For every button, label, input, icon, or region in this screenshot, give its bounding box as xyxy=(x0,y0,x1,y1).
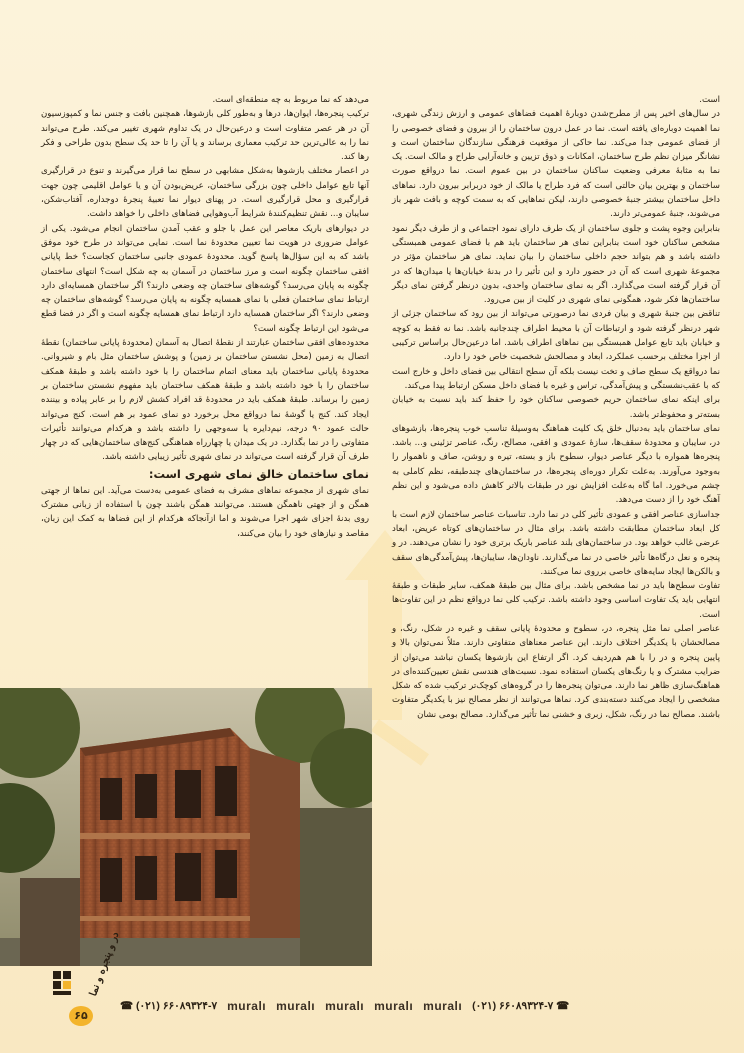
paragraph: بنابراین وجوه پشت و جلوی ساختمان از یک طرف دارای نمود اجتماعی و از طرف دیگر نمود مشخص ساکنان خود است بنابراین نمای هر ساختمان باید هم با فضای عمومی همبستگی داشته باشد و هم بتواند حجم داخلی ساختمان را بیان نماید. نمای هر ساختمان مؤثر در مجموعهٔ شهری است که آن در حضور دارد و این تأثیر را در بدنهٔ خیابان‌ها یا میدان‌ها که در آن قرار گرفته است می‌گذارد. اگر به نمای ساختمان واحدی، بدون درنظر گرفتن نمای دیگر ساختمان‌ها فکر شود، همگونی نمای شهری در کلیت از بین می‌رود. xyxy=(392,223,720,306)
brand-logo: muralı xyxy=(423,999,463,1013)
page-number: ۶۵ xyxy=(69,1006,93,1026)
paragraph: در سال‌های اخیر پس از مطرح‌شدن دوبارهٔ اهمیت فضاهای عمومی و ارزش زندگی شهری، نما اهمیت دوباره‌ای یافته است. نما در عمل درون ساختمان را از بیرون و فضای خصوصی را از فضای عمومی جدا می‌کند. نما حاکی از موقعیت فرهنگی سازندگان ساختمان است و نشانگر میزان نظم طرح ساختمان، امکانات و ذوق تزیین و خانه‌آرایی طراح و مالک است. یک نما به مثابهٔ معرفی وضعیت ساکنان ساختمان در بین عموم است. نما درواقع صورت ساختمان و بهترین بیان حالتی است که فرد طراح یا مالک از خود دربرابر بیرون دارد. نماهای داخل ساختمان بیشتر جنبهٔ خصوصی دارند، لیکن نماهایی که به سمت کوچه و بافت شهر باز می‌شوند، جنبهٔ عمومی‌تر دارند. xyxy=(392,109,720,220)
paragraph: عناصر اصلی نما مثل پنجره، در، سطوح و محدودهٔ پایانی سقف و غیره در شکل، رنگ، و مصالحشان با یکدیگر اختلاف دارند. این عناصر معناهای متفاوتی دارند. مثلاً نمی‌توان بالا و پایین پنجره و در را با هم هم‌ردیف کرد. اگر ارتفاع این بازشوها یکسان نباشد می‌توان از ضرایب مشترک و یا رنگ‌های یکسان استفاده نمود. نسبت‌های هندسی نقش تعیین‌کننده‌ای در هماهنگ‌سازی ظاهر نما دارند. می‌توان پنجره‌ها را در گروه‌های کوچک‌تر ترکیب شده که شکل مشخصی را ایجاد می‌کنند دسته‌بندی کرد. نماها می‌توانند از نظر مصالح نیز با یکدیگر متفاوت باشند. مصالح نما در رنگ، شکل، زبری و خشنی نما تأثیر می‌گذارد. مصالح بومی نشان xyxy=(392,623,720,720)
paragraph: در اعصار مختلف بازشوها به‌شکل مشابهی در سطح نما قرار می‌گیرند و تنوع در قرارگیری آنها تابع عوامل داخلی چون بزرگی ساختمان، عریض‌بودن آن و یا عوامل اقلیمی چون جهت قرارگیری و محل قرارگیری است. در پهنای دیوار نما تعبیهٔ پنجرهٔ دوجداره، آفتاب‌شکن، سایبان و... نقش تنظیم‌کنندهٔ شرایط آب‌وهوایی فضاهای داخلی را خواهد داشت. xyxy=(41,166,369,220)
footer-phone-right: (۰۲۱) ۶۶۰۸۹۳۲۴-۷ ☎ xyxy=(472,1000,570,1012)
footer-contact-bar xyxy=(120,997,720,1015)
section-heading: نمای ساختمان خالق نمای شهری است: xyxy=(148,466,369,481)
paragraph: ترکیب پنجره‌ها، ایوان‌ها، درها و به‌طور کلی بازشوها، همچنین بافت و جنس نما و کمپوزسیون آن در هر عصر متفاوت است و درعین‌حال در یک تداوم شهری تغییر می‌کند. طرح می‌تواند نما را به عالی‌ترین حد ترکیب معماری برساند و یا آن را تا حد یک سطح بدون طراحی و فکر رها کند. xyxy=(41,109,369,163)
brand-logo: muralı xyxy=(227,999,267,1013)
paragraph: نمای شهری از مجموعه نماهای مشرف به فضای عمومی به‌دست می‌آید. این نماها از جهتی همگن و از جهتی ناهمگن هستند. می‌توانند همگن باشند چون با استفاده از زبانی مشترک روی بدنهٔ اجزای شهر اجرا می‌شوند و اما ازآنجاکه هرکدام از این فضاها به کمک این زبان، مقاصد و نیازهای خود را بیان می‌کنند، xyxy=(41,485,369,539)
article-left-column xyxy=(41,93,369,541)
brand-logo: muralı xyxy=(325,999,365,1013)
paragraph: تفاوت سطح‌ها باید در نما مشخص باشد. برای مثال بین طبقهٔ همکف، سایر طبقات و طبقهٔ انتهایی باید یک تفاوت اساسی وجود داشته باشد. ترکیب کلی نما درواقع نظم در این تفاوت‌ها است. xyxy=(392,581,720,620)
paragraph: نمای ساختمان باید به‌دنبال خلق یک کلیت هماهنگ به‌وسیلهٔ تناسب خوب پنجره‌ها، بازشوهای در، سایبان و محدودهٔ سقف‌ها، سازهٔ عمودی و افقی، مصالح، رنگ، عناصر تزئینی و... باشد. پنجره‌ها همواره با دیگر عناصر دیوار، سطوح باز و بسته، تیره و روشن، صاف و ناهموار را به‌وجود می‌آورند. به‌علت تکرار دوره‌ای پنجره‌ها، در ساختمان‌های چندطبقه، نظم کاملی به چشم می‌خورد. اما گاه به‌علت افزایش نور در طبقات بالاتر کاهش داده می‌شود و این نظم آهنگ خود را از دست می‌دهد. xyxy=(392,423,720,506)
paragraph: می‌دهد که نما مربوط به چه منطقه‌ای است. xyxy=(212,95,369,105)
brick-building-photo xyxy=(0,688,372,966)
article-right-column xyxy=(392,93,720,722)
paragraph: نما درواقع یک سطح صاف و تخت نیست بلکه آن سطح انتقالی بین فضای داخل و خارج است که با عقب‌نشستگی و پیش‌آمدگی، تراس و غیره با فضای داخل مسکن ارتباط پیدا می‌کند. xyxy=(392,366,720,391)
brand-logo: muralı xyxy=(276,999,316,1013)
footer-phone-left: ☎ (۰۲۱) ۶۶۰۸۹۳۲۴-۷ xyxy=(120,1000,218,1012)
paragraph: جداسازی عناصر افقی و عمودی تأثیر کلی در نما دارد. تناسبات عناصر ساختمان لازم است با کل ابعاد ساختمان مطابقت داشته باشد. برای مثال در ساختمان‌های کوتاه عریض، ابعاد عرضی غالب خواهد بود. در ساختمان‌های بلند عناصر باریک برتری خود را نشان می‌دهند. در و پنجره و نعل درگاه‌ها تأثیر خاصی در نما می‌گذارند. ناودان‌ها، سایبان‌ها، پیش‌آمدگی‌های سقف و بالکن‌ها ایجاد سایه‌های خاصی برروی نما می‌کنند. xyxy=(392,509,720,577)
paragraph: است. xyxy=(699,95,720,105)
paragraph: برای اینکه نمای ساختمان حریم خصوصی ساکنان خود را حفظ کند باید نسبت به خیابان بسته‌تر و محفوظ‌تر باشد. xyxy=(392,395,720,420)
paragraph: تناقض بین جنبهٔ شهری و بیان فردی نما درصورتی می‌تواند از بین رود که ساختمان جزئی از شهر درنظر گرفته شود و ارتباطات آن با محیط اطراف چندجانبه باشد. نما نه فقط به کوچه و خیابان باید تابع عوامل همبستگی بین نماهای اطراف باشد. اما درعین‌حال براساس ترکیبی از اجزا مختلف برحسب عملکرد، ابعاد و مصالحش شخصیت خاص خود را دارد. xyxy=(392,309,720,363)
brand-logo: muralı xyxy=(374,999,414,1013)
magazine-logo-icon xyxy=(52,970,72,996)
paragraph: در دیوارهای باریک معاصر این عمل با جلو و عقب آمدن ساختمان انجام می‌شود. یکی از عوامل ضروری در هویت نما تعیین محدودهٔ نما است. نمایی می‌تواند در طرح خود موفق باشد که به این سؤال‌ها پاسخ گوید. محدودهٔ عمودی جانبی ساختمان کجاست؟ خط پایانی افقی ساختمان چگونه است و مرز ساختمان در آسمان به چه شکل است؟ انتهای ساختمان چگونه به پایان می‌رسد؟ گوشه‌های ساختمان چه وضعی دارند؟ اگر ساختمان همسایه‌ای دارد ارتباط نمای ساختمان فعلی با نمای همسایه چگونه به پایان می‌رسد؟ گوشه‌های ساختمان چه وضعی دارند؟ اگر ساختمان همسایه دارد ارتباط نمای همسایه چگونه است و اگر در فضا قطع می‌شود این ارتباط چگونه است؟ xyxy=(41,223,369,334)
magazine-title: در و پنجره و نما xyxy=(88,930,122,998)
paragraph: محدوده‌های افقی ساختمان عبارتند از نقطهٔ اتصال به آسمان (محدودهٔ پایانی ساختمان) نقطهٔ اتصال به زمین (محل نشستن ساختمان بر زمین) و پوشش ساختمان مثل بام و شیروانی. محدودهٔ پایانی ساختمان باید معنای اتمام ساختمان را با خود داشته باشد و طبقهٔ همکف ساختمان را با خود داشته باشد و طبقهٔ همکف ساختمان باید مفهوم نشستن ساختمان بر زمین را برساند. طبقهٔ همکف باید در محدودهٔ قد افراد کشش لازم را بر عابر پیاده و بیننده ایجاد کند. کنج یا گوشهٔ نما درواقع محل برخورد دو نمای عمود بر هم است. کنج می‌تواند حالت عمود ۹۰ درجه، نیم‌دایره یا سه‌وجهی را داشته باشد و هرکدام می‌توانند تأثیرات متفاوتی را در نما بگذارد. در یک میدان یا چهارراه هماهنگی کنج‌های ساختمان‌هایی که در چهار طرف آن قرار گرفته است می‌تواند در نمای شهری تأثیر زیبایی داشته باشد. xyxy=(41,338,369,463)
